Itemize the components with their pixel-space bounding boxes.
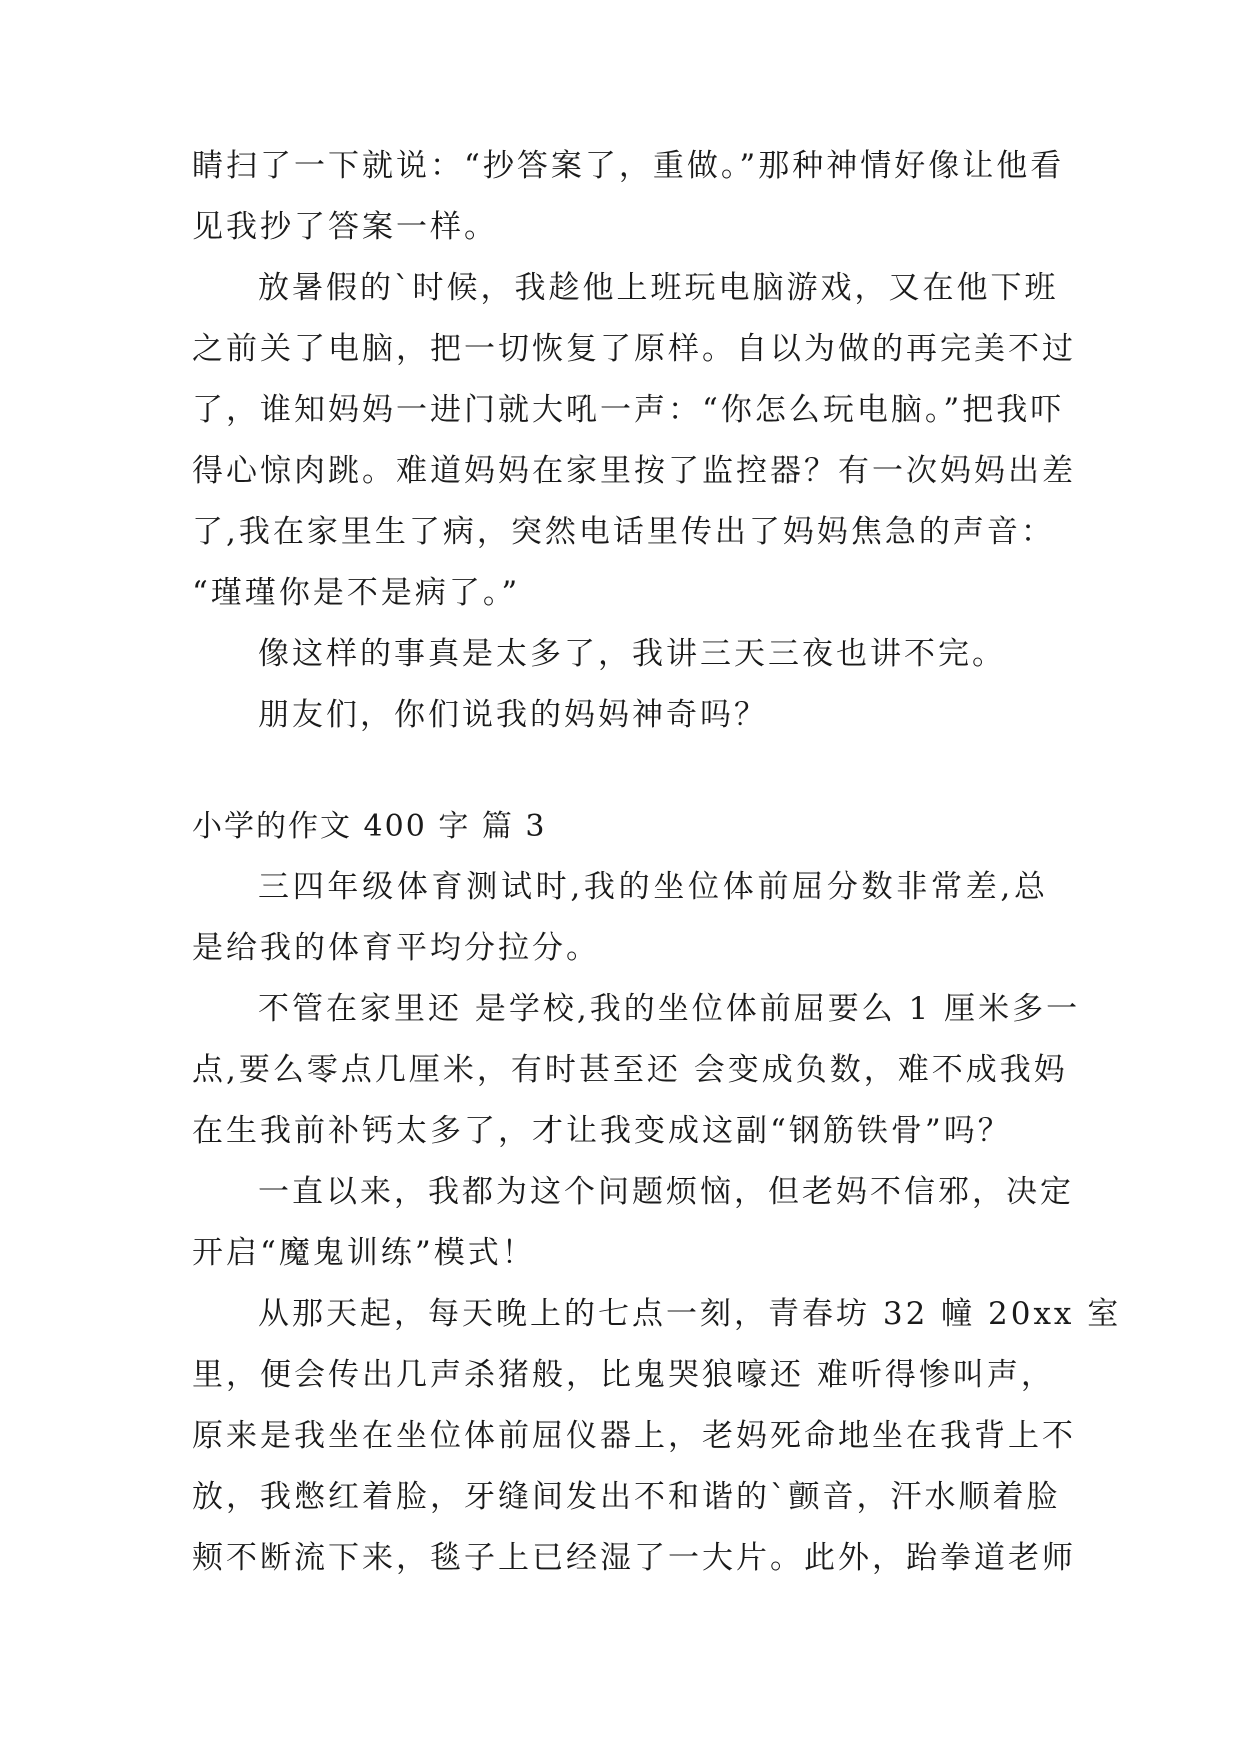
text-line: 三四年级体育测试时,我的坐位体前屈分数非常差,总	[258, 869, 1048, 905]
essay-heading: 小学的作文 400 字 篇 3	[192, 809, 547, 844]
essay-section-3	[192, 857, 1122, 1589]
text-line: 从那天起，每天晚上的七点一刻，青春坊 32 幢 20xx 室	[258, 1296, 1122, 1332]
text-line: 点,要么零点几厘米，有时甚至还 会变成负数，难不成我妈	[192, 1052, 1068, 1088]
text-line: 开启“魔鬼训练”模式！	[192, 1235, 536, 1271]
text-line: 了,我在家里生了病，突然电话里传出了妈妈焦急的声音：	[192, 514, 1055, 550]
text-line: “瑾瑾你是不是病了。”	[192, 575, 521, 611]
text-line: 不管在家里还 是学校,我的坐位体前屈要么 1 厘米多一	[258, 991, 1081, 1027]
text-line: 了，谁知妈妈一进门就大吼一声：“你怎么玩电脑。”把我吓	[192, 392, 1065, 428]
text-line: 颊不断流下来，毯子上已经湿了一大片。此外，跆拳道老师	[192, 1540, 1076, 1576]
text-line: 是给我的体育平均分拉分。	[192, 930, 600, 966]
text-line: 放，我憋红着脸，牙缝间发出不和谐的`颤音，汗水顺着脸	[192, 1479, 1061, 1515]
essay-section-1	[192, 136, 1076, 746]
text-line: 朋友们，你们说我的妈妈神奇吗？	[258, 697, 768, 733]
text-line: 在生我前补钙太多了，才让我变成这副“钢筋铁骨”吗？	[192, 1113, 1012, 1149]
text-line: 像这样的事真是太多了，我讲三天三夜也讲不完。	[258, 636, 1006, 672]
text-line: 睛扫了一下就说：“抄答案了，重做。”那种神情好像让他看	[192, 148, 1065, 184]
text-line: 之前关了电脑，把一切恢复了原样。自以为做的再完美不过	[192, 331, 1076, 367]
text-line: 一直以来，我都为这个问题烦恼，但老妈不信邪，决定	[258, 1174, 1074, 1210]
text-line: 原来是我坐在坐位体前屈仪器上，老妈死命地坐在我背上不	[192, 1418, 1076, 1454]
text-line: 放暑假的`时候，我趁他上班玩电脑游戏，又在他下班	[258, 270, 1059, 306]
text-line: 见我抄了答案一样。	[192, 209, 498, 245]
text-line: 里，便会传出几声杀猪般，比鬼哭狼嚎还 难听得惨叫声，	[192, 1357, 1055, 1393]
text-line: 得心惊肉跳。难道妈妈在家里按了监控器？有一次妈妈出差	[192, 453, 1076, 489]
